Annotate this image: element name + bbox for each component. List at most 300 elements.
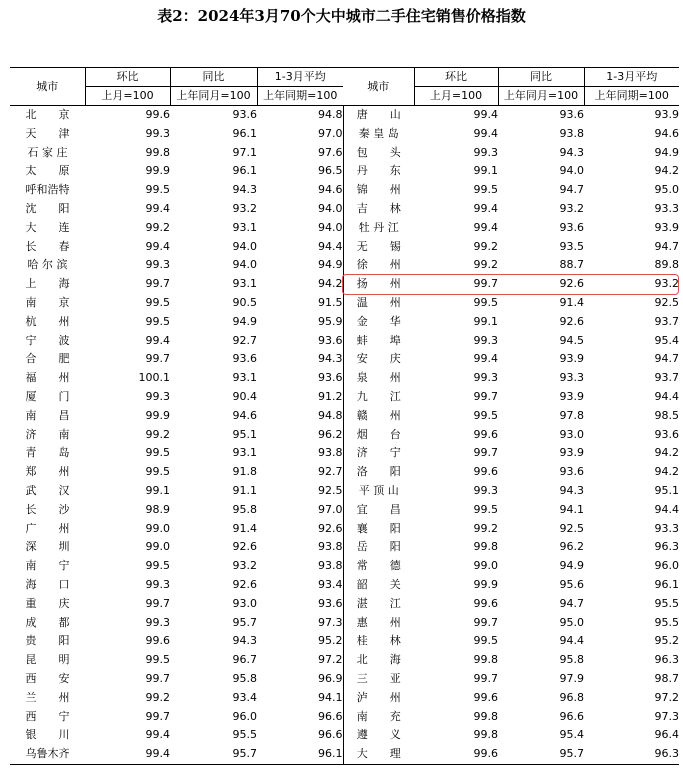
table-row — [10, 632, 679, 651]
left-yoy-cell: 92.7 — [232, 333, 257, 347]
left-yoy-cell: 96.0 — [232, 709, 257, 723]
right-yoy-cell: 92.5 — [559, 521, 584, 535]
left-avg-cell: 94.1 — [318, 690, 343, 704]
table-row — [10, 708, 679, 727]
left-city-cell: 郑 州 — [25, 465, 70, 479]
left-city-cell: 杭 州 — [25, 314, 70, 328]
right-yoy-cell: 97.9 — [559, 671, 584, 685]
right-mom-cell: 99.1 — [473, 314, 498, 328]
table-row — [10, 294, 679, 313]
right-yoy-cell: 93.2 — [559, 201, 584, 215]
left-avg-cell: 96.5 — [318, 164, 343, 178]
right-yoy-cell: 94.3 — [559, 145, 584, 159]
right-mom-cell: 99.6 — [414, 745, 498, 764]
right-mom-cell: 99.0 — [473, 559, 498, 573]
left-yoy-cell: 94.3 — [232, 634, 257, 648]
left-yoy-cell: 96.7 — [232, 653, 257, 667]
left-avg-cell: 92.5 — [318, 483, 343, 497]
avg-column-header: 1-3月平均 — [584, 68, 679, 87]
yoy-column-header: 同比 — [170, 68, 257, 87]
right-mom-cell: 99.5 — [473, 408, 498, 422]
left-avg-cell: 92.7 — [318, 465, 343, 479]
left-avg-cell: 97.3 — [318, 615, 343, 629]
table-row — [10, 256, 679, 275]
right-city-cell: 三 亚 — [343, 670, 414, 689]
left-city-cell: 天 津 — [25, 126, 70, 140]
right-city-cell: 南 充 — [343, 708, 414, 727]
left-yoy-cell: 93.0 — [232, 596, 257, 610]
right-yoy-cell: 95.7 — [498, 745, 584, 764]
right-city-cell: 唐 山 — [343, 106, 414, 125]
right-mom-cell: 99.5 — [473, 295, 498, 309]
right-yoy-cell: 93.6 — [559, 108, 584, 121]
table-row — [10, 501, 679, 520]
right-avg-cell: 97.3 — [654, 709, 679, 723]
left-avg-cell: 93.6 — [318, 333, 343, 347]
right-mom-cell: 99.8 — [473, 728, 498, 742]
right-mom-cell: 99.4 — [473, 220, 498, 234]
left-city-cell: 长 沙 — [25, 502, 70, 516]
right-yoy-cell: 94.7 — [559, 596, 584, 610]
left-mom-cell: 99.0 — [145, 540, 170, 554]
right-city-cell: 九 江 — [343, 388, 414, 407]
left-yoy-cell: 93.1 — [232, 371, 257, 385]
right-mom-cell: 99.3 — [473, 483, 498, 497]
left-avg-cell: 94.4 — [318, 239, 343, 253]
right-mom-cell: 99.2 — [473, 239, 498, 253]
left-city-cell: 沈 阳 — [25, 201, 70, 215]
right-mom-cell: 99.3 — [473, 333, 498, 347]
avg-base-header: 上年同期=100 — [257, 87, 343, 106]
left-yoy-cell: 93.1 — [232, 277, 257, 291]
left-avg-cell: 93.6 — [318, 371, 343, 385]
left-city-cell: 合 肥 — [25, 352, 70, 366]
left-mom-cell: 99.7 — [145, 709, 170, 723]
left-avg-cell: 96.9 — [318, 671, 343, 685]
table-row — [10, 313, 679, 332]
right-city-cell: 惠 州 — [343, 614, 414, 633]
table-row — [10, 482, 679, 501]
left-yoy-cell: 92.6 — [232, 577, 257, 591]
left-avg-cell: 94.6 — [318, 183, 343, 197]
left-city-cell: 武 汉 — [25, 483, 70, 497]
right-avg-cell: 94.4 — [654, 389, 679, 403]
left-avg-cell: 93.8 — [318, 559, 343, 573]
left-city-cell: 西 安 — [25, 671, 70, 685]
left-yoy-cell: 95.5 — [232, 728, 257, 742]
mom-base-header: 上月=100 — [85, 87, 170, 106]
left-yoy-cell: 91.1 — [232, 483, 257, 497]
right-yoy-cell: 95.4 — [559, 728, 584, 742]
right-mom-cell: 99.1 — [473, 164, 498, 178]
yoy-base-header: 上年同月=100 — [498, 87, 584, 106]
left-mom-cell: 99.3 — [145, 126, 170, 140]
right-mom-cell: 99.7 — [473, 615, 498, 629]
right-mom-cell: 99.2 — [473, 521, 498, 535]
left-yoy-cell: 93.2 — [232, 201, 257, 215]
left-city-cell: 上 海 — [25, 277, 70, 291]
right-mom-cell: 99.6 — [473, 690, 498, 704]
left-city-cell: 哈 尔 滨 — [27, 258, 68, 272]
left-yoy-cell: 95.8 — [232, 671, 257, 685]
left-avg-cell: 97.2 — [318, 653, 343, 667]
right-avg-cell: 95.1 — [654, 483, 679, 497]
right-avg-cell: 94.6 — [654, 126, 679, 140]
left-mom-cell: 99.3 — [145, 389, 170, 403]
left-city-cell: 北 京 — [25, 108, 70, 121]
left-mom-cell: 99.3 — [145, 577, 170, 591]
left-city-cell: 西 宁 — [25, 709, 70, 723]
right-avg-cell: 95.4 — [654, 333, 679, 347]
table-row — [10, 407, 679, 426]
table-row — [10, 426, 679, 445]
table-row — [10, 200, 679, 219]
left-city-cell: 深 圳 — [25, 540, 70, 554]
left-mom-cell: 99.7 — [145, 352, 170, 366]
right-mom-cell: 99.3 — [473, 145, 498, 159]
right-yoy-cell: 92.6 — [559, 314, 584, 328]
left-city-cell: 石 家 庄 — [27, 145, 68, 159]
right-avg-cell: 93.6 — [654, 427, 679, 441]
left-mom-cell: 99.2 — [145, 220, 170, 234]
left-yoy-cell: 97.1 — [232, 145, 257, 159]
table-row — [10, 595, 679, 614]
left-mom-cell: 99.9 — [145, 164, 170, 178]
left-mom-cell: 100.1 — [138, 371, 170, 385]
right-mom-cell: 99.7 — [473, 389, 498, 403]
right-yoy-cell: 94.9 — [559, 559, 584, 573]
right-avg-cell: 94.2 — [654, 465, 679, 479]
right-city-cell: 宜 昌 — [343, 501, 414, 520]
left-avg-cell: 96.6 — [318, 709, 343, 723]
right-avg-cell: 93.9 — [654, 108, 679, 121]
table-row — [10, 238, 679, 257]
right-city-cell: 丹 东 — [343, 162, 414, 181]
left-yoy-cell: 94.0 — [232, 239, 257, 253]
right-city-cell: 平 顶 山 — [343, 482, 414, 501]
right-yoy-cell: 96.2 — [559, 540, 584, 554]
left-avg-cell: 96.2 — [318, 427, 343, 441]
left-city-cell: 重 庆 — [25, 596, 70, 610]
left-mom-cell: 98.9 — [145, 502, 170, 516]
right-yoy-cell: 93.3 — [559, 371, 584, 385]
left-city-cell: 青 岛 — [25, 446, 70, 460]
right-mom-cell: 99.4 — [473, 201, 498, 215]
right-city-cell: 北 海 — [343, 651, 414, 670]
table-title: 表2：2024年3月70个大中城市二手住宅销售价格指数 — [157, 7, 526, 25]
left-city-cell: 济 南 — [25, 427, 70, 441]
left-avg-cell: 94.0 — [318, 220, 343, 234]
table-row — [10, 350, 679, 369]
right-yoy-cell: 93.6 — [559, 220, 584, 234]
left-mom-cell: 99.0 — [145, 521, 170, 535]
left-yoy-cell: 94.6 — [232, 408, 257, 422]
right-mom-cell: 99.5 — [473, 634, 498, 648]
city-column-header: 城市 — [343, 68, 414, 106]
right-city-cell: 吉 林 — [343, 200, 414, 219]
right-city-cell: 牡 丹 江 — [343, 219, 414, 238]
table-row — [10, 144, 679, 163]
price-index-table — [10, 67, 679, 765]
left-avg-cell: 94.8 — [318, 408, 343, 422]
left-city-cell: 长 春 — [25, 239, 70, 253]
right-city-cell: 金 华 — [343, 313, 414, 332]
right-yoy-cell: 93.9 — [559, 352, 584, 366]
right-yoy-cell: 93.9 — [559, 389, 584, 403]
left-yoy-cell: 95.7 — [232, 615, 257, 629]
left-city-cell: 乌鲁木齐 — [10, 745, 85, 764]
mom-base-header: 上月=100 — [414, 87, 498, 106]
right-avg-cell: 98.5 — [654, 408, 679, 422]
right-avg-cell: 96.1 — [654, 577, 679, 591]
left-yoy-cell: 93.6 — [232, 352, 257, 366]
right-yoy-cell: 93.0 — [559, 427, 584, 441]
table-row — [10, 726, 679, 745]
right-yoy-cell: 94.7 — [559, 183, 584, 197]
right-city-cell: 锦 州 — [343, 181, 414, 200]
right-yoy-cell: 92.6 — [559, 277, 584, 291]
left-yoy-cell: 95.8 — [232, 502, 257, 516]
left-city-cell: 太 原 — [25, 164, 70, 178]
left-yoy-cell: 91.4 — [232, 521, 257, 535]
left-avg-cell: 97.0 — [318, 502, 343, 516]
right-avg-cell: 94.4 — [654, 502, 679, 516]
city-column-header: 城市 — [10, 68, 85, 106]
left-yoy-cell: 93.6 — [232, 108, 257, 121]
right-avg-cell: 94.9 — [654, 145, 679, 159]
left-mom-cell: 99.4 — [85, 745, 170, 764]
right-mom-cell: 99.8 — [473, 653, 498, 667]
right-avg-cell: 94.7 — [654, 352, 679, 366]
right-mom-cell: 99.5 — [473, 183, 498, 197]
right-mom-cell: 99.7 — [473, 446, 498, 460]
left-yoy-cell: 95.1 — [232, 427, 257, 441]
left-yoy-cell: 96.1 — [232, 164, 257, 178]
table-row — [10, 181, 679, 200]
table-row — [10, 444, 679, 463]
right-yoy-cell: 96.6 — [559, 709, 584, 723]
left-city-cell: 兰 州 — [25, 690, 70, 704]
left-mom-cell: 99.7 — [145, 671, 170, 685]
right-avg-cell: 96.3 — [654, 540, 679, 554]
avg-base-header: 上年同期=100 — [584, 87, 679, 106]
right-yoy-cell: 96.8 — [559, 690, 584, 704]
left-avg-cell: 91.5 — [318, 295, 343, 309]
right-city-cell: 岳 阳 — [343, 538, 414, 557]
right-yoy-cell: 94.5 — [559, 333, 584, 347]
left-yoy-cell: 93.1 — [232, 220, 257, 234]
right-city-cell: 扬 州 — [343, 275, 414, 294]
left-avg-cell: 96.1 — [257, 745, 343, 764]
table-header — [10, 68, 679, 106]
left-mom-cell: 99.9 — [145, 408, 170, 422]
right-city-cell: 徐 州 — [343, 256, 414, 275]
table-row — [10, 463, 679, 482]
left-yoy-cell: 92.6 — [232, 540, 257, 554]
yoy-column-header: 同比 — [498, 68, 584, 87]
right-mom-cell: 99.4 — [473, 352, 498, 366]
right-avg-cell: 94.7 — [654, 239, 679, 253]
right-avg-cell: 95.2 — [654, 634, 679, 648]
left-mom-cell: 99.3 — [145, 615, 170, 629]
right-mom-cell: 99.8 — [473, 540, 498, 554]
right-city-cell: 包 头 — [343, 144, 414, 163]
right-mom-cell: 99.8 — [473, 709, 498, 723]
left-mom-cell: 99.6 — [145, 108, 170, 121]
left-avg-cell: 97.0 — [318, 126, 343, 140]
left-mom-cell: 99.5 — [145, 314, 170, 328]
right-city-cell: 桂 林 — [343, 632, 414, 651]
right-avg-cell: 93.3 — [654, 521, 679, 535]
left-mom-cell: 99.5 — [145, 465, 170, 479]
left-yoy-cell: 95.7 — [170, 745, 257, 764]
right-avg-cell: 93.7 — [654, 371, 679, 385]
right-city-cell: 温 州 — [343, 294, 414, 313]
right-avg-cell: 96.3 — [654, 653, 679, 667]
left-yoy-cell: 90.5 — [232, 295, 257, 309]
left-avg-cell: 97.6 — [318, 145, 343, 159]
table-row — [10, 745, 679, 764]
table-body — [10, 106, 679, 765]
left-avg-cell: 94.3 — [318, 352, 343, 366]
right-city-cell: 济 宁 — [343, 444, 414, 463]
right-avg-cell: 95.5 — [654, 615, 679, 629]
left-avg-cell: 91.2 — [318, 389, 343, 403]
left-mom-cell: 99.5 — [145, 183, 170, 197]
left-yoy-cell: 93.1 — [232, 446, 257, 460]
right-yoy-cell: 97.8 — [559, 408, 584, 422]
left-mom-cell: 99.5 — [145, 295, 170, 309]
left-mom-cell: 99.2 — [145, 427, 170, 441]
right-avg-cell: 96.3 — [584, 745, 679, 764]
left-avg-cell: 93.8 — [318, 446, 343, 460]
left-mom-cell: 99.2 — [145, 690, 170, 704]
left-mom-cell: 99.7 — [145, 277, 170, 291]
left-mom-cell: 99.6 — [145, 634, 170, 648]
avg-column-header: 1-3月平均 — [257, 68, 343, 87]
left-mom-cell: 99.1 — [145, 483, 170, 497]
table-row — [10, 520, 679, 539]
left-avg-cell: 96.6 — [318, 728, 343, 742]
table-row — [10, 538, 679, 557]
right-city-cell: 韶 关 — [343, 576, 414, 595]
table-row — [10, 670, 679, 689]
table-row — [10, 614, 679, 633]
table-row — [10, 651, 679, 670]
left-city-cell: 厦 门 — [25, 389, 70, 403]
left-avg-cell: 93.4 — [318, 577, 343, 591]
right-city-cell: 秦 皇 岛 — [343, 125, 414, 144]
table-row — [10, 219, 679, 238]
left-city-cell: 银 川 — [25, 728, 70, 742]
right-city-cell: 大 理 — [343, 745, 414, 764]
right-yoy-cell: 93.8 — [559, 126, 584, 140]
right-mom-cell: 99.4 — [473, 108, 498, 121]
left-city-cell: 南 京 — [25, 295, 70, 309]
left-city-cell: 成 都 — [25, 615, 70, 629]
mom-column-header: 环比 — [85, 68, 170, 87]
right-mom-cell: 99.7 — [473, 277, 498, 291]
left-mom-cell: 99.7 — [145, 596, 170, 610]
left-yoy-cell: 93.4 — [232, 690, 257, 704]
right-mom-cell: 99.7 — [473, 671, 498, 685]
right-avg-cell: 93.7 — [654, 314, 679, 328]
right-yoy-cell: 88.7 — [559, 258, 584, 272]
table-row — [10, 275, 679, 294]
left-yoy-cell: 91.8 — [232, 465, 257, 479]
left-mom-cell: 99.8 — [145, 145, 170, 159]
left-avg-cell: 95.9 — [318, 314, 343, 328]
right-city-cell: 泉 州 — [343, 369, 414, 388]
left-mom-cell: 99.4 — [145, 728, 170, 742]
yoy-base-header: 上年同月=100 — [170, 87, 257, 106]
right-avg-cell: 98.7 — [654, 671, 679, 685]
left-avg-cell: 94.2 — [318, 277, 343, 291]
left-city-cell: 海 口 — [25, 577, 70, 591]
right-avg-cell: 94.2 — [654, 446, 679, 460]
left-avg-cell: 95.2 — [318, 634, 343, 648]
right-city-cell: 烟 台 — [343, 426, 414, 445]
left-yoy-cell: 94.9 — [232, 314, 257, 328]
left-mom-cell: 99.5 — [145, 559, 170, 573]
left-yoy-cell: 96.1 — [232, 126, 257, 140]
left-city-cell: 广 州 — [25, 521, 70, 535]
right-avg-cell: 97.2 — [654, 690, 679, 704]
left-mom-cell: 99.3 — [145, 258, 170, 272]
right-yoy-cell: 94.4 — [559, 634, 584, 648]
left-avg-cell: 93.8 — [318, 540, 343, 554]
right-city-cell: 安 庆 — [343, 350, 414, 369]
right-yoy-cell: 94.1 — [559, 502, 584, 516]
right-city-cell: 常 德 — [343, 557, 414, 576]
left-city-cell: 贵 阳 — [25, 634, 70, 648]
right-avg-cell: 93.9 — [654, 220, 679, 234]
right-yoy-cell: 95.0 — [559, 615, 584, 629]
left-city-cell: 大 连 — [25, 220, 70, 234]
right-mom-cell: 99.6 — [473, 427, 498, 441]
right-mom-cell: 99.3 — [473, 371, 498, 385]
table-row — [10, 576, 679, 595]
right-city-cell: 洛 阳 — [343, 463, 414, 482]
right-avg-cell: 94.2 — [654, 164, 679, 178]
right-yoy-cell: 93.5 — [559, 239, 584, 253]
right-city-cell: 泸 州 — [343, 689, 414, 708]
left-city-cell: 昆 明 — [25, 653, 70, 667]
left-yoy-cell: 90.4 — [232, 389, 257, 403]
left-yoy-cell: 94.3 — [232, 183, 257, 197]
left-mom-cell: 99.5 — [145, 653, 170, 667]
table-row — [10, 689, 679, 708]
table-row — [10, 388, 679, 407]
right-city-cell: 赣 州 — [343, 407, 414, 426]
right-avg-cell: 95.0 — [654, 183, 679, 197]
left-yoy-cell: 94.0 — [232, 258, 257, 272]
right-city-cell: 湛 江 — [343, 595, 414, 614]
right-yoy-cell: 93.6 — [559, 465, 584, 479]
right-yoy-cell: 94.0 — [559, 164, 584, 178]
left-city-cell: 南 宁 — [25, 559, 70, 573]
table-row — [10, 557, 679, 576]
left-city-cell: 南 昌 — [25, 408, 70, 422]
right-mom-cell: 99.6 — [473, 596, 498, 610]
right-avg-cell: 96.4 — [654, 728, 679, 742]
left-avg-cell: 94.9 — [318, 258, 343, 272]
right-avg-cell: 96.0 — [654, 559, 679, 573]
right-city-cell: 无 锡 — [343, 238, 414, 257]
right-avg-cell: 92.5 — [654, 295, 679, 309]
mom-column-header: 环比 — [414, 68, 498, 87]
left-city-cell: 呼和浩特 — [25, 183, 70, 197]
